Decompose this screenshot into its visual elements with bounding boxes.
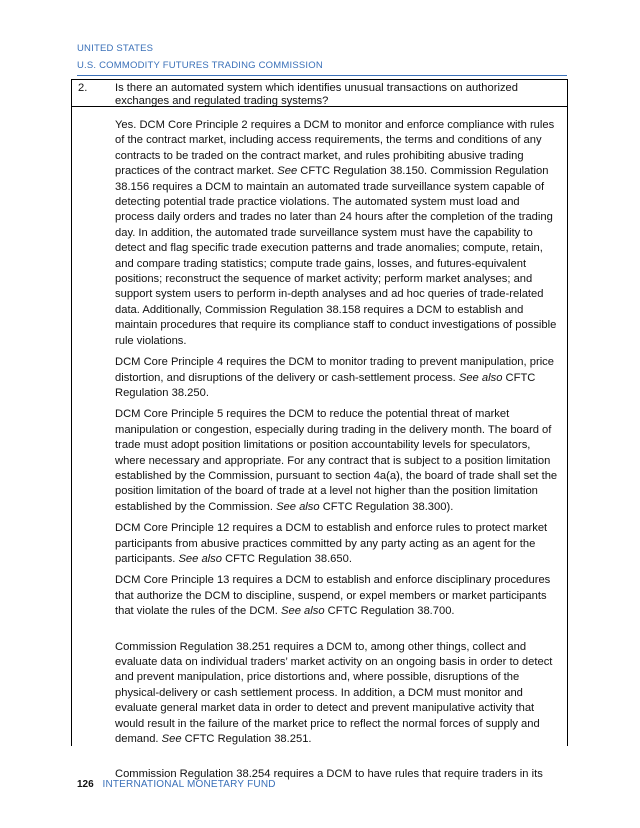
answer-paragraph-6: Commission Regulation 38.251 requires a DCM to, among other things, collect and evaluate data on individual traders’ market activity on an ongoing basis in order to detect and prevent manipulation, price distortions and, where possible, disruptions of the physical-delivery or cash settlement process. In addition, a DCM must monitor and evaluate general market data in order to detect and prevent manipulative activity that would result in the failure of the market price to reflect the normal forces of supply and demand. See CFTC Regulation 38.251. (115, 640, 553, 746)
question-number: 2. (78, 82, 88, 94)
footer-organization: INTERNATIONAL MONETARY FUND (102, 779, 276, 790)
see-also-citation: See also (178, 552, 222, 565)
see-also-citation: See also (276, 500, 320, 513)
answer-paragraph-2: DCM Core Principle 4 requires the DCM to monitor trading to prevent manipulation, price distortion, and disruptions of the delivery or cash-settlement process. See also CFTC Regulation 38.250. (115, 356, 554, 399)
page-number: 126 (77, 779, 94, 790)
page-header (77, 40, 567, 76)
answer-paragraph-4: DCM Core Principle 12 requires a DCM to establish and enforce rules to protect market participants from abusive practices committed by any party acting as an agent for the participants. See also CFTC Regulation 38.650. (115, 522, 548, 565)
answer-paragraph-1: Yes. DCM Core Principle 2 requires a DCM to monitor and enforce compliance with rules of the contract market, including access requirements, the terms and conditions of any contracts to be traded on the contract market, and rules prohibiting abusive trading practices of the contract market. See CFTC Regulation 38.150. Commission Regulation 38.156 requires a DCM to maintain an automated trade surveillance system capable of detecting potential trade practice violations. The automated system must load and process daily orders and trades no later than 24 hours after the completion of the trading day. In addition, the automated trade surveillance system must have the capability to detect and flag specific trade execution patterns and trade anomalies; compute, retain, and compare trading statistics; compute trade gains, losses, and futures-equivalent positions; reconstruct the sequence of market activity; perform market analyses; and support system users to perform in-depth analyses and ad hoc queries of trade-related data. Additionally, Commission Regulation 38.158 requires a DCM to establish and maintain procedures that require its compliance staff to conduct investigations of possible rule violations. (115, 119, 557, 347)
see-also-citation: See also (281, 605, 325, 618)
answer-cell (115, 118, 559, 783)
question-row (72, 80, 567, 107)
answer-paragraph-3: DCM Core Principle 5 requires the DCM to reduce the potential threat of market manipulation or congestion, especially during trading in the delivery month. The board of trade must adopt position limitations or position accountability levels for speculators, where necessary and appropriate. For any contract that is subject to a position limitation established by the Commission, pursuant to section 4a(a), the board of trade shall set the position limitation of the board of trade at a level not higher than the position limitation established by the Commission. See also CFTC Regulation 38.300). (115, 408, 558, 513)
answer-paragraph-7: Commission Regulation 38.254 requires a DCM to have rules that require traders in its (115, 768, 543, 781)
header-agency: U.S. COMMODITY FUTURES TRADING COMMISSION (77, 60, 323, 71)
answer-paragraph-5: DCM Core Principle 13 requires a DCM to establish and enforce disciplinary procedures that authorize the DCM to discipline, suspend, or expel members or market participants that violate the rules of the DCM. See also CFTC Regulation 38.700. (115, 574, 551, 618)
header-rule (77, 75, 567, 76)
see-also-citation: See also (458, 371, 503, 384)
see-citation: See (161, 733, 182, 746)
question-text: Is there an automated system which identifies unusual transactions on authorized exchanges and regulated trading systems? (115, 82, 518, 107)
qa-table (71, 79, 568, 781)
header-country: UNITED STATES (77, 43, 154, 54)
page-footer (77, 779, 276, 790)
see-citation: See (277, 165, 298, 178)
